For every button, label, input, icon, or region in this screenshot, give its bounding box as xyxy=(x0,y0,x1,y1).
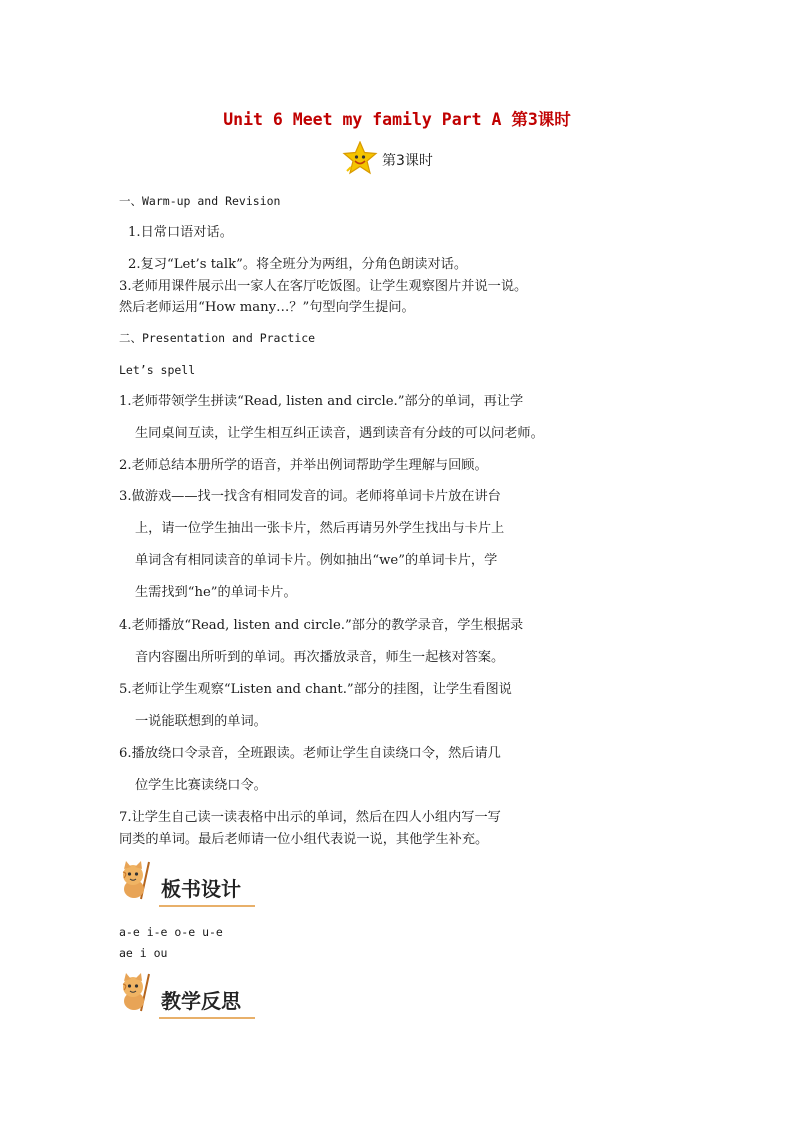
presentation-line: 生同桌间互读，让学生相互纠正读音，遇到读音有分歧的可以问老师。 xyxy=(135,426,544,441)
star-icon xyxy=(342,141,378,179)
board-row: a-e i-e o-e u-e xyxy=(119,925,223,939)
presentation-line: 同类的单词。最后老师请一位小组代表说一说，其他学生补充。 xyxy=(119,832,489,847)
presentation-line: 生需找到“he”的单词卡片。 xyxy=(135,585,297,600)
warmup-item: 2.复习“Let’s talk”。将全班分为两组，分角色朗读对话。 xyxy=(128,257,468,272)
presentation-line: 一说能联想到的单词。 xyxy=(135,714,267,729)
board-design-title: 板书设计 xyxy=(161,877,241,901)
presentation-line: 5.老师让学生观察“Listen and chant.”部分的挂图，让学生看图说 xyxy=(119,682,512,697)
presentation-line: 4.老师播放“Read, listen and circle.”部分的教学录音，学生根据录 xyxy=(119,618,524,633)
presentation-line: 2.老师总结本册所学的语音，并举出例词帮助学生理解与回顾。 xyxy=(119,458,488,473)
heading-divider xyxy=(159,905,255,907)
presentation-line: 位学生比赛读绕口令。 xyxy=(135,778,267,793)
lesson-label: 第3课时 xyxy=(382,153,433,169)
reflection-heading xyxy=(119,976,241,1016)
presentation-line: 音内容圈出所听到的单词。再次播放录音，师生一起核对答案。 xyxy=(135,650,505,665)
document-title: Unit 6 Meet my family Part A 第3课时 xyxy=(223,110,571,129)
presentation-line: 单词含有相同读音的单词卡片。例如抽出“we”的单词卡片，学 xyxy=(135,553,498,568)
presentation-heading: 二、Presentation and Practice xyxy=(119,331,316,345)
warmup-heading: 一、Warm-up and Revision xyxy=(119,194,281,208)
board-design-heading xyxy=(119,864,241,904)
board-row: ae i ou xyxy=(119,946,168,960)
lesson-badge xyxy=(342,143,433,177)
presentation-line: 上，请一位学生抽出一张卡片，然后再请另外学生找出与卡片上 xyxy=(135,521,505,536)
presentation-line: 7.让学生自己读一读表格中出示的单词，然后在四人小组内写一写 xyxy=(119,810,501,825)
cat-mascot-icon xyxy=(119,860,155,904)
reflection-title: 教学反思 xyxy=(161,989,241,1013)
heading-divider xyxy=(159,1017,255,1019)
presentation-line: 6.播放绕口令录音，全班跟读。老师让学生自读绕口令，然后请几 xyxy=(119,746,501,761)
presentation-line: 1.老师带领学生拼读“Read, listen and circle.”部分的单词，再让学 xyxy=(119,394,524,409)
warmup-item: 3.老师用课件展示出一家人在客厅吃饭图。让学生观察图片并说一说。 xyxy=(119,279,528,294)
warmup-item: 1.日常口语对话。 xyxy=(128,225,233,240)
warmup-item: 然后老师运用“How many…？”句型向学生提问。 xyxy=(119,300,415,315)
presentation-subheading: Let’s spell xyxy=(119,363,196,377)
cat-mascot-icon xyxy=(119,972,155,1016)
presentation-line: 3.做游戏——找一找含有相同发音的词。老师将单词卡片放在讲台 xyxy=(119,489,501,504)
